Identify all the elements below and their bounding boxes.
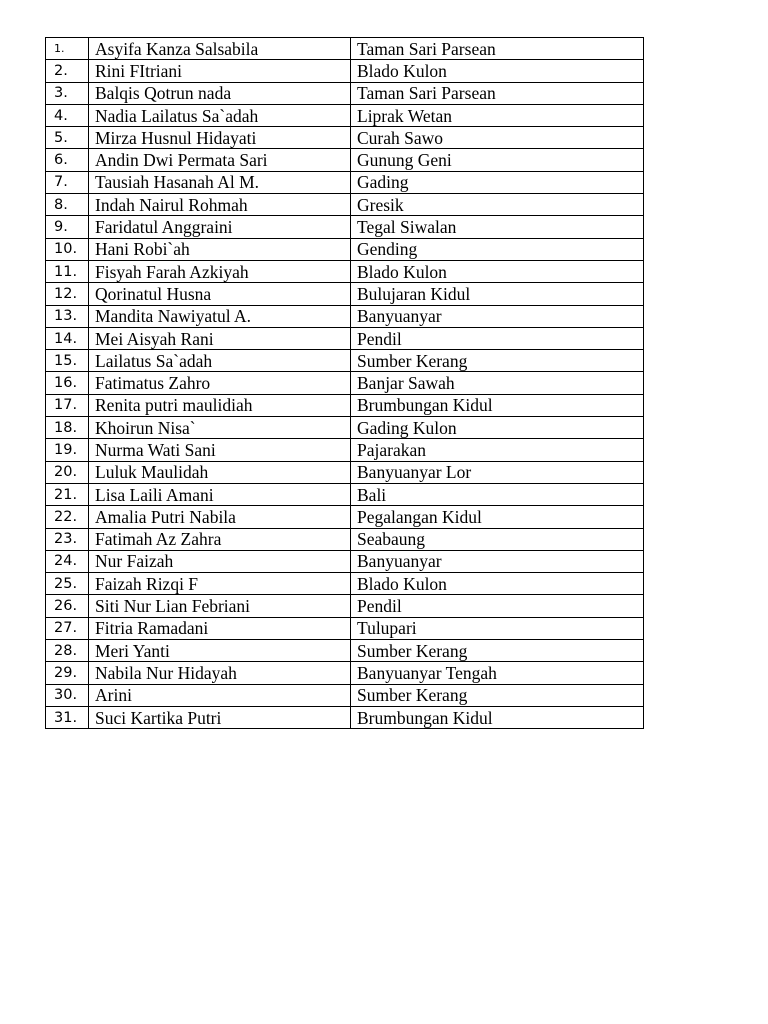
student-name-cell: Amalia Putri Nabila	[89, 506, 351, 528]
village-cell: Taman Sari Parsean	[351, 38, 644, 60]
table-row	[46, 662, 644, 684]
student-name-cell: Tausiah Hasanah Al M.	[89, 171, 351, 193]
village-cell: Pendil	[351, 327, 644, 349]
row-number-cell: 10.	[46, 238, 89, 260]
row-number-cell: 6.	[46, 149, 89, 171]
village-cell: Taman Sari Parsean	[351, 82, 644, 104]
student-name-cell: Lisa Laili Amani	[89, 483, 351, 505]
student-name-cell: Faridatul Anggraini	[89, 216, 351, 238]
row-number-cell: 23.	[46, 528, 89, 550]
village-cell: Pegalangan Kidul	[351, 506, 644, 528]
village-cell: Curah Sawo	[351, 127, 644, 149]
table-row	[46, 417, 644, 439]
row-number-cell: 13.	[46, 305, 89, 327]
village-cell: Bali	[351, 483, 644, 505]
table-row	[46, 104, 644, 126]
student-name-cell: Nurma Wati Sani	[89, 439, 351, 461]
row-number-cell: 18.	[46, 417, 89, 439]
table-row	[46, 260, 644, 282]
student-name-cell: Qorinatul Husna	[89, 283, 351, 305]
table-row	[46, 194, 644, 216]
row-number-cell: 20.	[46, 461, 89, 483]
table-row	[46, 238, 644, 260]
village-cell: Gending	[351, 238, 644, 260]
row-number-cell: 24.	[46, 550, 89, 572]
student-name-cell: Meri Yanti	[89, 640, 351, 662]
village-cell: Tegal Siwalan	[351, 216, 644, 238]
table-row	[46, 684, 644, 706]
row-number-cell: 2.	[46, 60, 89, 82]
row-number-cell: 31.	[46, 706, 89, 728]
table-row	[46, 283, 644, 305]
village-cell: Gading Kulon	[351, 417, 644, 439]
row-number-cell: 1.	[46, 38, 89, 60]
table-row	[46, 506, 644, 528]
student-list-table	[45, 37, 644, 729]
row-number-cell: 14.	[46, 327, 89, 349]
student-name-cell: Lailatus Sa`adah	[89, 350, 351, 372]
table-row	[46, 171, 644, 193]
row-number-cell: 16.	[46, 372, 89, 394]
village-cell: Banyuanyar	[351, 305, 644, 327]
student-name-cell: Indah Nairul Rohmah	[89, 194, 351, 216]
village-cell: Blado Kulon	[351, 573, 644, 595]
row-number-cell: 28.	[46, 640, 89, 662]
table-row	[46, 550, 644, 572]
student-name-cell: Nabila Nur Hidayah	[89, 662, 351, 684]
village-cell: Blado Kulon	[351, 260, 644, 282]
row-number-cell: 8.	[46, 194, 89, 216]
student-name-cell: Fisyah Farah Azkiyah	[89, 260, 351, 282]
student-name-cell: Rini FItriani	[89, 60, 351, 82]
row-number-cell: 22.	[46, 506, 89, 528]
row-number-cell: 30.	[46, 684, 89, 706]
table-row	[46, 595, 644, 617]
row-number-cell: 7.	[46, 171, 89, 193]
village-cell: Sumber Kerang	[351, 684, 644, 706]
student-list-body	[46, 38, 644, 729]
village-cell: Banyuanyar Lor	[351, 461, 644, 483]
village-cell: Sumber Kerang	[351, 640, 644, 662]
village-cell: Gading	[351, 171, 644, 193]
village-cell: Tulupari	[351, 617, 644, 639]
row-number-cell: 15.	[46, 350, 89, 372]
table-row	[46, 617, 644, 639]
table-row	[46, 60, 644, 82]
table-row	[46, 439, 644, 461]
student-name-cell: Khoirun Nisa`	[89, 417, 351, 439]
village-cell: Pendil	[351, 595, 644, 617]
student-name-cell: Mirza Husnul Hidayati	[89, 127, 351, 149]
student-name-cell: Asyifa Kanza Salsabila	[89, 38, 351, 60]
student-name-cell: Balqis Qotrun nada	[89, 82, 351, 104]
row-number-cell: 17.	[46, 394, 89, 416]
student-name-cell: Siti Nur Lian Febriani	[89, 595, 351, 617]
row-number-cell: 29.	[46, 662, 89, 684]
row-number-cell: 3.	[46, 82, 89, 104]
table-row	[46, 327, 644, 349]
table-row	[46, 706, 644, 728]
table-row	[46, 483, 644, 505]
student-name-cell: Fatimatus Zahro	[89, 372, 351, 394]
village-cell: Seabaung	[351, 528, 644, 550]
village-cell: Bulujaran Kidul	[351, 283, 644, 305]
row-number-cell: 5.	[46, 127, 89, 149]
village-cell: Sumber Kerang	[351, 350, 644, 372]
student-name-cell: Hani Robi`ah	[89, 238, 351, 260]
student-name-cell: Faizah Rizqi F	[89, 573, 351, 595]
student-name-cell: Fatimah Az Zahra	[89, 528, 351, 550]
table-row	[46, 149, 644, 171]
table-row	[46, 528, 644, 550]
table-row	[46, 461, 644, 483]
village-cell: Liprak Wetan	[351, 104, 644, 126]
village-cell: Blado Kulon	[351, 60, 644, 82]
row-number-cell: 4.	[46, 104, 89, 126]
village-cell: Gunung Geni	[351, 149, 644, 171]
student-name-cell: Fitria Ramadani	[89, 617, 351, 639]
table-row	[46, 372, 644, 394]
student-name-cell: Nur Faizah	[89, 550, 351, 572]
village-cell: Banjar Sawah	[351, 372, 644, 394]
student-name-cell: Renita putri maulidiah	[89, 394, 351, 416]
row-number-cell: 25.	[46, 573, 89, 595]
student-name-cell: Suci Kartika Putri	[89, 706, 351, 728]
table-row	[46, 350, 644, 372]
village-cell: Pajarakan	[351, 439, 644, 461]
village-cell: Brumbungan Kidul	[351, 706, 644, 728]
table-row	[46, 127, 644, 149]
student-name-cell: Nadia Lailatus Sa`adah	[89, 104, 351, 126]
table-row	[46, 573, 644, 595]
student-name-cell: Arini	[89, 684, 351, 706]
table-row	[46, 38, 644, 60]
village-cell: Gresik	[351, 194, 644, 216]
village-cell: Banyuanyar	[351, 550, 644, 572]
row-number-cell: 27.	[46, 617, 89, 639]
table-row	[46, 82, 644, 104]
student-name-cell: Mei Aisyah Rani	[89, 327, 351, 349]
table-row	[46, 305, 644, 327]
table-row	[46, 216, 644, 238]
row-number-cell: 11.	[46, 260, 89, 282]
student-name-cell: Luluk Maulidah	[89, 461, 351, 483]
row-number-cell: 12.	[46, 283, 89, 305]
village-cell: Brumbungan Kidul	[351, 394, 644, 416]
student-name-cell: Mandita Nawiyatul A.	[89, 305, 351, 327]
student-name-cell: Andin Dwi Permata Sari	[89, 149, 351, 171]
row-number-cell: 26.	[46, 595, 89, 617]
table-row	[46, 640, 644, 662]
row-number-cell: 21.	[46, 483, 89, 505]
row-number-cell: 19.	[46, 439, 89, 461]
table-row	[46, 394, 644, 416]
row-number-cell: 9.	[46, 216, 89, 238]
village-cell: Banyuanyar Tengah	[351, 662, 644, 684]
